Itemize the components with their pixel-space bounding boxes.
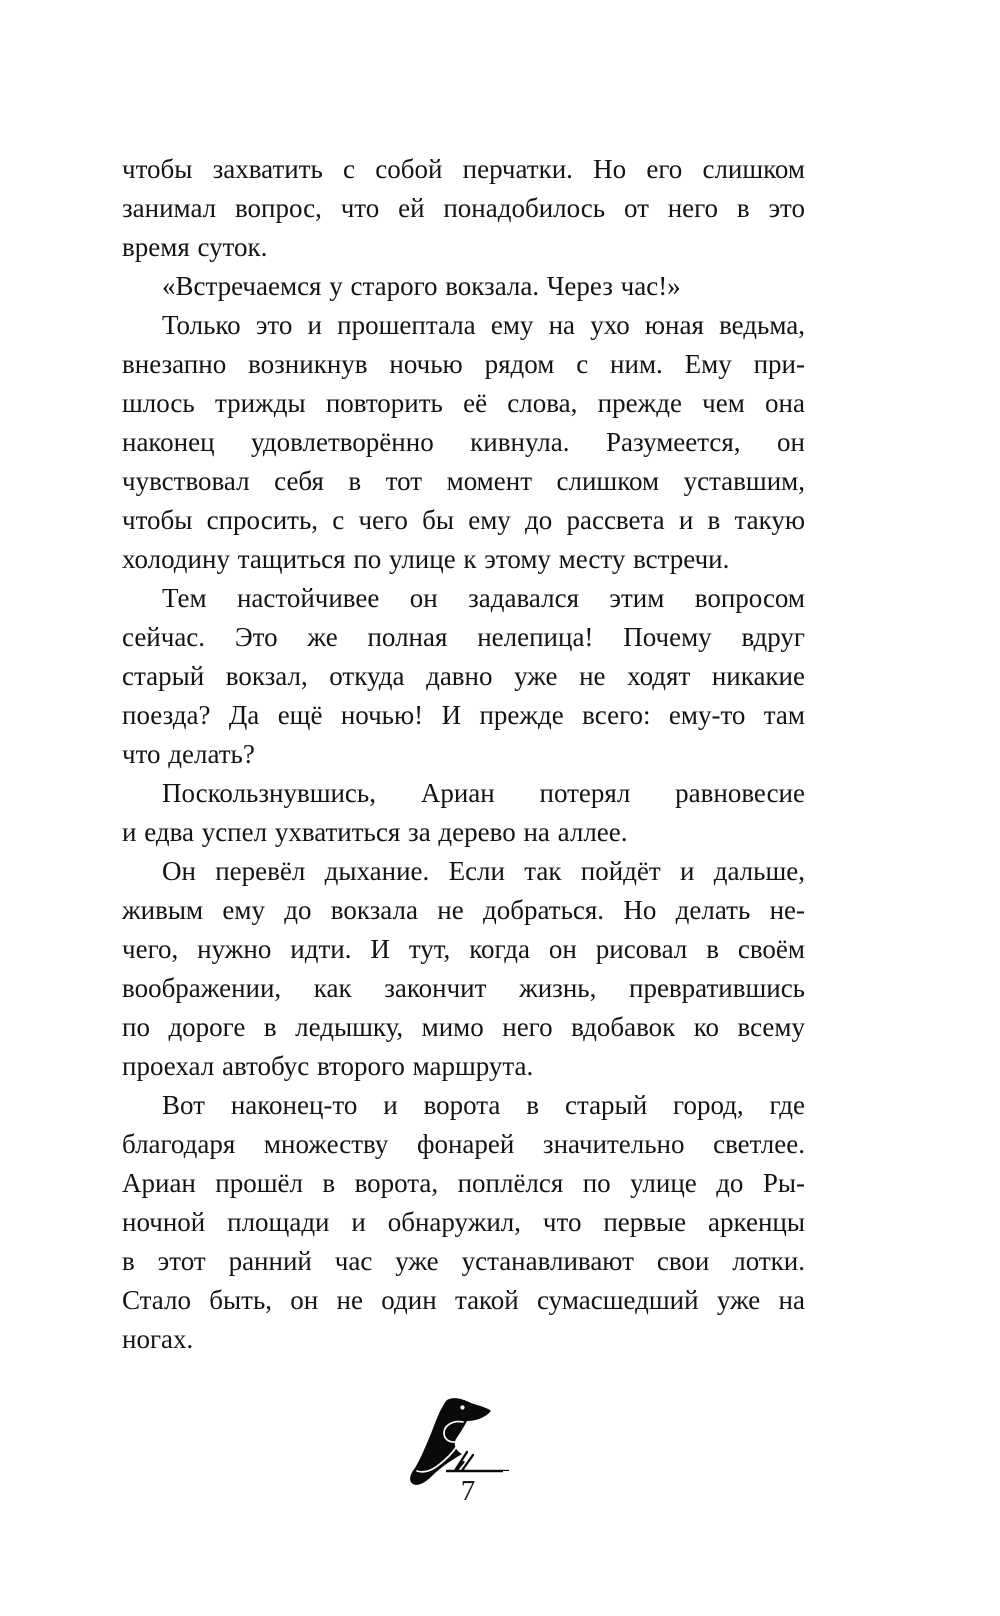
text-line: поезда? Да ещё ночью! И прежде всего: ему-то там <box>122 700 805 730</box>
text-line: Он перевёл дыхание. Если так пойдёт и дальше, <box>162 856 805 886</box>
text-line: Только это и прошептала ему на ухо юная ведьма, <box>162 310 805 340</box>
text-line: Стало быть, он не один такой сумасшедший уже на <box>122 1285 805 1315</box>
page-number: 7 <box>460 1475 476 1507</box>
text-line: чего, нужно идти. И тут, когда он рисовал в своём <box>122 934 805 964</box>
text-line: наконец удовлетворённо кивнула. Разумеется, он <box>122 427 805 457</box>
text-line: внезапно возникнув ночью рядом с ним. Ему при- <box>122 349 805 379</box>
text-line: чтобы захватить с собой перчатки. Но его слишком <box>122 154 805 184</box>
text-line: старый вокзал, откуда давно уже не ходят никакие <box>122 661 805 691</box>
text-line: Вот наконец-то и ворота в старый город, где <box>162 1090 805 1120</box>
text-line: по дороге в ледышку, мимо него вдобавок ко всему <box>122 1012 805 1042</box>
text-line: Тем настойчивее он задавался этим вопросом <box>162 583 805 613</box>
raven-eye <box>460 1405 464 1409</box>
text-line: благодаря множеству фонарей значительно светлее. <box>122 1129 805 1159</box>
text-line: и едва успел ухватиться за дерево на аллее. <box>122 817 628 847</box>
text-line: время суток. <box>122 232 268 262</box>
page-text <box>122 150 805 1359</box>
text-line: воображении, как закончит жизнь, превратившись <box>122 973 805 1003</box>
text-line: проехал автобус второго маршрута. <box>122 1051 534 1081</box>
text-line: занимал вопрос, что ей понадобилось от него в это <box>122 193 805 223</box>
text-line: сейчас. Это же полная нелепица! Почему вдруг <box>122 622 805 652</box>
text-line: чтобы спросить, с чего бы ему до рассвета и в такую <box>122 505 805 535</box>
text-line: Ариан прошёл в ворота, поплёлся по улице до Ры- <box>122 1168 805 1198</box>
text-line: шлось трижды повторить её слова, прежде чем она <box>122 388 805 418</box>
text-line: холодину тащиться по улице к этому месту встречи. <box>122 544 730 574</box>
text-line: Поскользнувшись, Ариан потерял равновесие <box>162 778 805 808</box>
text-line: ногах. <box>122 1324 194 1354</box>
text-line: «Встречаемся у старого вокзала. Через час!» <box>162 271 681 301</box>
text-line: ночной площади и обнаружил, что первые аркенцы <box>122 1207 805 1237</box>
text-line: чувствовал себя в тот момент слишком уставшим, <box>122 466 805 496</box>
text-line: что делать? <box>122 739 255 769</box>
text-line: живым ему до вокзала не добраться. Но делать не- <box>122 895 805 925</box>
text-line: в этот ранний час уже устанавливают свои лотки. <box>122 1246 805 1276</box>
